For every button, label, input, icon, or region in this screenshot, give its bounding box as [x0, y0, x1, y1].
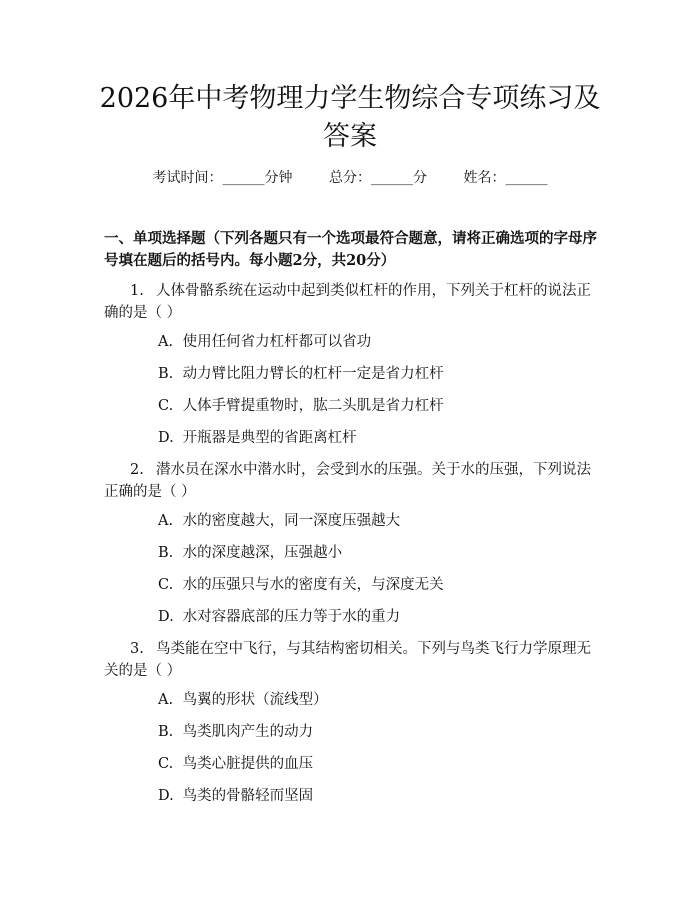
question-number: 2.	[130, 462, 144, 478]
exam-meta	[0, 168, 700, 188]
option-text: 水的深度越深，压强越小	[182, 545, 343, 561]
option-letter: C.	[158, 756, 174, 772]
option-text: 水对容器底部的压力等于水的重力	[182, 609, 401, 625]
question-number: 3.	[130, 641, 144, 657]
student-name-field: 姓名：______	[463, 170, 548, 186]
option-letter: B.	[158, 545, 174, 561]
option-letter: C.	[158, 577, 174, 593]
option-letter: D.	[158, 609, 174, 625]
option-letter: D.	[158, 788, 174, 804]
question-3-option-c	[158, 754, 598, 774]
question-3-option-a	[158, 690, 598, 710]
option-text: 鸟类肌肉产生的动力	[182, 724, 314, 740]
question-text: 鸟类能在空中飞行，与其结构密切相关。下列与鸟类飞行力学原理无关的是（ ）	[104, 641, 591, 679]
page-title: 2026年中考物理力学生物综合专项练习及答案	[99, 83, 601, 152]
question-2-option-b	[158, 543, 598, 563]
question-1	[104, 280, 604, 324]
option-letter: A.	[158, 334, 174, 350]
option-text: 鸟类心脏提供的血压	[182, 756, 314, 772]
option-letter: A.	[158, 692, 174, 708]
option-letter: A.	[158, 513, 174, 529]
question-1-option-a	[158, 332, 598, 352]
question-2	[104, 459, 604, 503]
question-number: 1.	[130, 283, 144, 299]
option-text: 动力臂比阻力臂长的杠杆一定是省力杠杆	[182, 366, 444, 382]
option-letter: C.	[158, 398, 174, 414]
section-heading: 一、单项选择题（下列各题只有一个选项最符合题意，请将正确选项的字母序号填在题后的括号内。每小题2分，共20分）	[104, 230, 597, 269]
option-text: 水的密度越大，同一深度压强越大	[182, 513, 401, 529]
option-letter: D.	[158, 430, 174, 446]
option-text: 开瓶器是典型的省距离杠杆	[182, 430, 357, 446]
total-score-field: 总分：______分	[329, 170, 427, 186]
question-3-option-d	[158, 786, 598, 806]
exam-time-field: 考试时间：______分钟	[152, 170, 293, 186]
option-text: 水的压强只与水的密度有关，与深度无关	[182, 577, 444, 593]
option-letter: B.	[158, 366, 174, 382]
question-2-option-a	[158, 511, 598, 531]
question-1-option-b	[158, 364, 598, 384]
option-text: 鸟类的骨骼轻而坚固	[182, 788, 314, 804]
option-text: 人体手臂提重物时，肱二头肌是省力杠杆	[182, 398, 444, 414]
question-1-option-d	[158, 428, 598, 448]
question-2-option-c	[158, 575, 598, 595]
option-letter: B.	[158, 724, 174, 740]
question-3-option-b	[158, 722, 598, 742]
option-text: 鸟翼的形状（流线型）	[182, 692, 328, 708]
question-3	[104, 638, 604, 682]
question-text: 人体骨骼系统在运动中起到类似杠杆的作用，下列关于杠杆的说法正确的是（ ）	[104, 283, 591, 321]
question-1-option-c	[158, 396, 598, 416]
option-text: 使用任何省力杠杆都可以省功	[182, 334, 372, 350]
question-2-option-d	[158, 607, 598, 627]
question-text: 潜水员在深水中潜水时，会受到水的压强。关于水的压强，下列说法正确的是（ ）	[104, 462, 591, 500]
